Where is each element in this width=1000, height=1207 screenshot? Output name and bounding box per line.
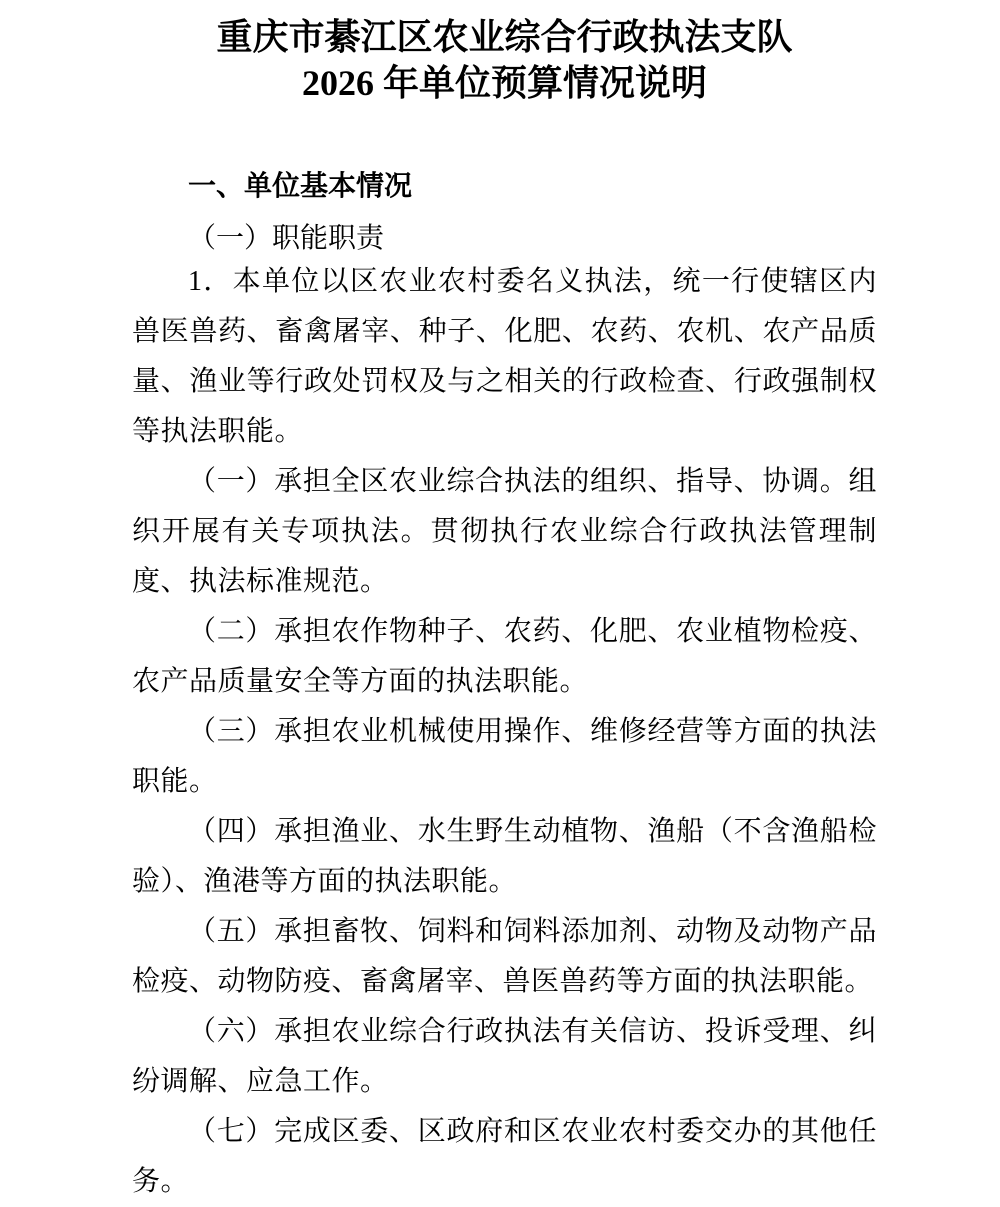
document-title (132, 14, 877, 106)
paragraph-duty-5: （五）承担畜牧、饲料和饲料添加剂、动物及动物产品检疫、动物防疫、畜禽屠宰、兽医兽药等方面的执法职能。 (132, 916, 877, 997)
section-heading-unit-basic-info: 一、单位基本情况 (188, 170, 413, 201)
subsection-heading-duties: （一）职能职责 (188, 223, 385, 254)
paragraph-duty-1: （一）承担全区农业综合执法的组织、指导、协调。组织开展有关专项执法。贯彻执行农业综合行政执法管理制度、执法标准规范。 (132, 466, 877, 597)
paragraph-duty-7: （七）完成区委、区政府和区农业农村委交办的其他任务。 (132, 1116, 877, 1197)
paragraph-duty-2: （二）承担农作物种子、农药、化肥、农业植物检疫、农产品质量安全等方面的执法职能。 (132, 616, 877, 697)
paragraph-duty-3: （三）承担农业机械使用操作、维修经营等方面的执法职能。 (132, 716, 877, 797)
paragraph-duty-6: （六）承担农业综合行政执法有关信访、投诉受理、纠纷调解、应急工作。 (132, 1016, 877, 1097)
paragraph-duty-4: （四）承担渔业、水生野生动植物、渔船（不含渔船检验）、渔港等方面的执法职能。 (132, 816, 877, 897)
document-title-line1: 重庆市綦江区农业综合行政执法支队 (216, 17, 793, 57)
document-title-line2: 2026 年单位预算情况说明 (301, 63, 707, 103)
paragraph-unit-enforcement-scope: 1．本单位以区农业农村委名义执法，统一行使辖区内兽医兽药、畜禽屠宰、种子、化肥、农药、农机、农产品质量、渔业等行政处罚权及与之相关的行政检查、行政强制权等执法职能。 (132, 266, 877, 447)
